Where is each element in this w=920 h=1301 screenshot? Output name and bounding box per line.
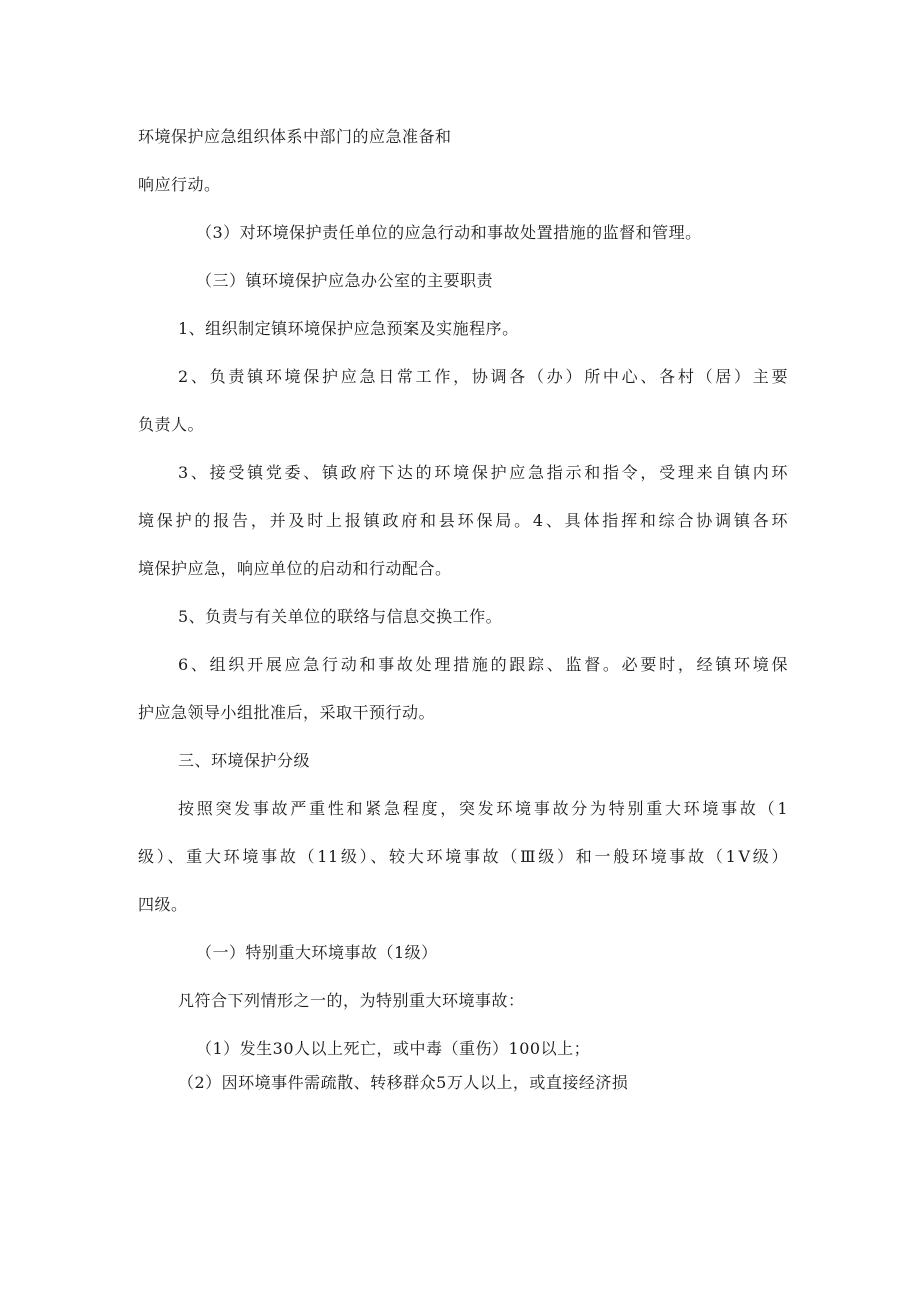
text-line-13: 护应急领导小组批准后，采取干预行动。	[138, 703, 436, 722]
subsection-heading-1: （一）特别重大环境事故（1级）	[196, 943, 438, 962]
text-line-17: 四级。	[138, 895, 188, 914]
text-line-19: 凡符合下列情形之一的，为特别重大环境事故：	[178, 991, 525, 1010]
text-line-9: 境保护的报告，并及时上报镇政府和县环保局。4、具体指挥和综合协调镇各环	[138, 511, 788, 530]
text-line-12: 6、组织开展应急行动和事故处理措施的跟踪、监督。必要时，经镇环境保	[178, 655, 788, 674]
text-line-5: 1、组织制定镇环境保护应急预案及实施程序。	[178, 319, 519, 338]
list-item-2: （2）因环境事件需疏散、转移群众5万人以上，或直接经济损	[178, 1073, 629, 1092]
text-line-2: 响应行动。	[138, 175, 221, 194]
section-heading-3: 三、环境保护分级	[178, 751, 311, 770]
text-line-7: 负责人。	[138, 415, 205, 434]
text-line-16: 级）、重大环境事故（11级）、较大环境事故（Ⅲ级）和一般环境事故（1Ⅴ级）	[138, 847, 788, 866]
text-line-10: 境保护应急，响应单位的启动和行动配合。	[138, 559, 452, 578]
text-line-8: 3、接受镇党委、镇政府下达的环境保护应急指示和指令，受理来自镇内环	[178, 463, 788, 482]
text-line-6: 2、负责镇环境保护应急日常工作，协调各（办）所中心、各村（居）主要	[178, 367, 788, 386]
text-line-11: 5、负责与有关单位的联络与信息交换工作。	[178, 607, 503, 626]
text-line-15: 按照突发事故严重性和紧急程度，突发环境事故分为特别重大环境事故（1	[178, 799, 788, 818]
list-item-1: （1）发生30人以上死亡，或中毒（重伤）100以上；	[196, 1039, 591, 1058]
text-line-1: 环境保护应急组织体系中部门的应急准备和	[138, 127, 452, 146]
text-line-3: （3）对环境保护责任单位的应急行动和事故处置措施的监督和管理。	[196, 223, 702, 242]
text-line-4: （三）镇环境保护应急办公室的主要职责	[196, 271, 494, 290]
